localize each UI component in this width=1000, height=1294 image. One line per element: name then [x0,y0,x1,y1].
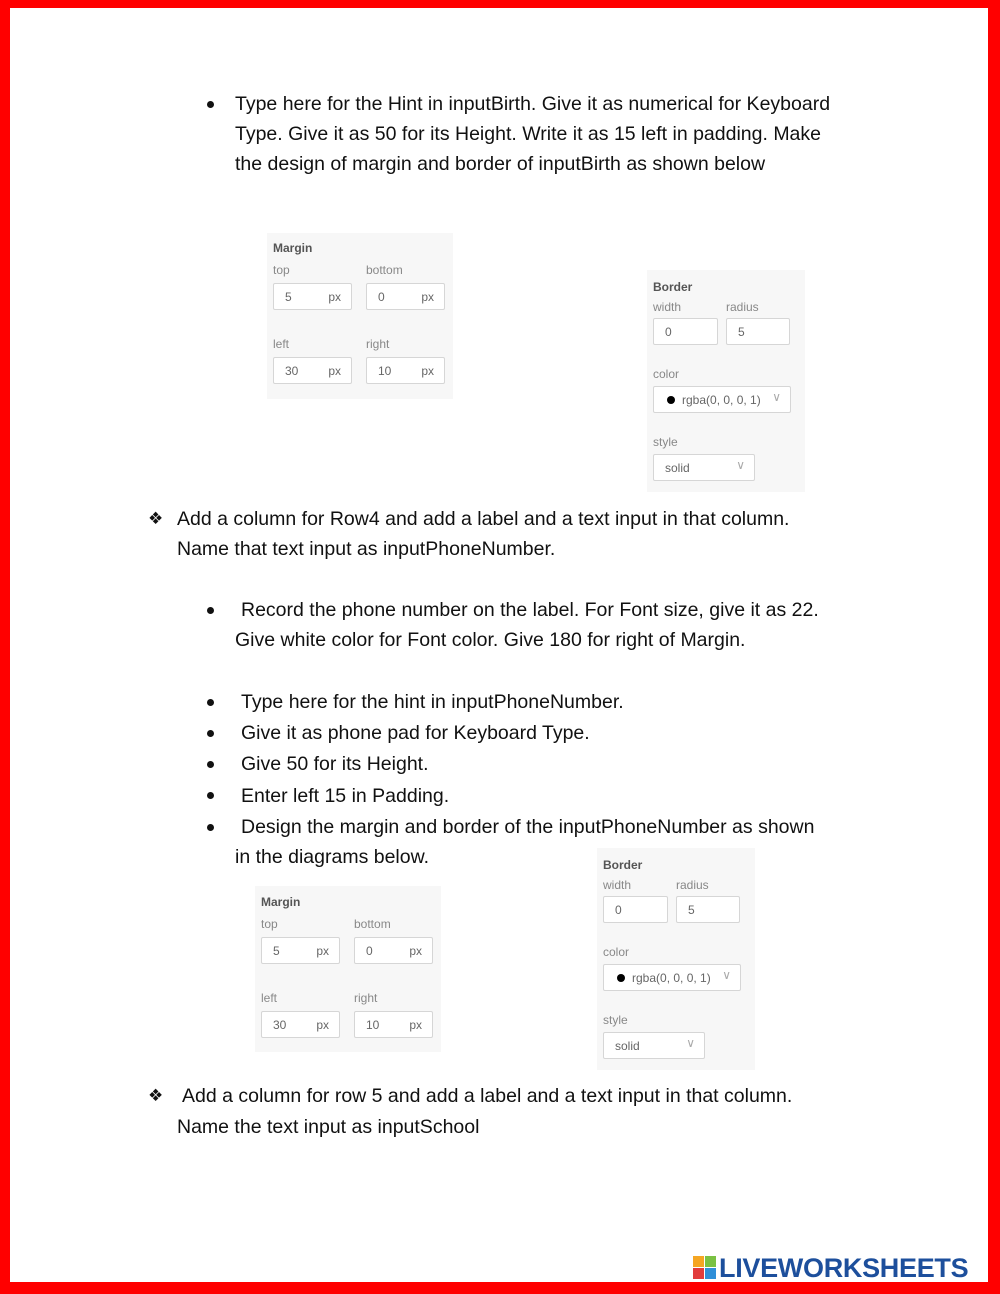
margin-right-label: right [354,991,378,1005]
border-width-label: width [603,878,632,892]
margin-bottom-unit: px [409,944,422,958]
birth-hint-line-2: Type. Give it as 50 for its Height. Write it as 15 left in padding. Make [235,123,821,145]
chevron-down-icon: ∨ [736,458,745,472]
phone-item-2: Give it as phone pad for Keyboard Type. [241,722,590,744]
phone-label-line-1: Record the phone number on the label. For Font size, give it as 22. [241,599,819,621]
margin-top-value: 5 [273,944,280,958]
color-swatch [667,396,675,404]
margin-panel [267,233,453,399]
margin-left-value: 30 [273,1018,287,1032]
border-color-label: color [603,945,630,959]
margin-left-label: left [273,337,290,351]
margin-top-label: top [261,917,278,931]
border-radius-label: radius [676,878,709,892]
border-style-value: solid [615,1039,640,1053]
margin-title: Margin [273,241,313,255]
border-style-value: solid [665,461,690,475]
margin-top-unit: px [328,290,341,304]
row5-line-2: Name the text input as inputSchool [177,1116,480,1138]
chevron-down-icon: ∨ [686,1036,695,1050]
border-title: Border [603,858,643,872]
border-color-value: rgba(0, 0, 0, 1) [632,971,711,985]
margin-right-input[interactable] [354,1011,433,1038]
chevron-down-icon: ∨ [722,968,731,982]
margin-right-unit: px [421,364,434,378]
border-color-label: color [653,367,680,381]
bullet-dot [207,699,214,706]
border-panel [647,270,805,492]
margin-right-value: 10 [366,1018,380,1032]
border-panel [597,848,755,1070]
border-width-label: width [653,300,682,314]
margin-left-unit: px [328,364,341,378]
margin-left-label: left [261,991,278,1005]
margin-title: Margin [261,895,301,909]
margin-right-value: 10 [378,364,392,378]
margin-right-unit: px [409,1018,422,1032]
border-style-label: style [603,1013,628,1027]
birth-hint-line-1: Type here for the Hint in inputBirth. Give it as numerical for Keyboard [235,93,831,115]
bullet-dot [207,607,214,614]
bullet-dot [207,101,214,108]
border-style-select[interactable] [653,454,755,481]
border-radius-value: 5 [688,903,695,917]
border-color-select[interactable] [653,386,791,413]
border-radius-input[interactable] [726,318,790,345]
chevron-down-icon: ∨ [772,390,781,404]
margin-right-input[interactable] [366,357,445,384]
bullet-dot [207,824,214,831]
border-radius-label: radius [726,300,759,314]
logo-mark-icon [693,1256,717,1280]
border-width-value: 0 [615,903,622,917]
margin-bottom-label: bottom [366,263,403,277]
margin-top-label: top [273,263,290,277]
phone-item-5-cont: in the diagrams below. [235,846,430,868]
liveworksheets-logo [693,1253,968,1283]
phone-item-3: Give 50 for its Height. [241,753,429,775]
margin-top-unit: px [316,944,329,958]
bullet-dot [207,730,214,737]
margin-top-value: 5 [285,290,292,304]
margin-bottom-value: 0 [366,944,373,958]
border-width-input[interactable] [603,896,668,923]
border-radius-value: 5 [738,325,745,339]
margin-right-label: right [366,337,390,351]
border-style-label: style [653,435,678,449]
margin-top-input[interactable] [261,937,340,964]
margin-left-value: 30 [285,364,299,378]
margin-bottom-unit: px [421,290,434,304]
margin-top-input[interactable] [273,283,352,310]
phone-item-4: Enter left 15 in Padding. [241,785,450,807]
margin-bottom-input[interactable] [366,283,445,310]
border-width-input[interactable] [653,318,718,345]
margin-panel [255,886,441,1052]
border-title: Border [653,280,693,294]
row4-line-2: Name that text input as inputPhoneNumber. [177,538,556,560]
border-radius-input[interactable] [676,896,740,923]
border-color-select[interactable] [603,964,741,991]
row5-line-1: Add a column for row 5 and add a label and a text input in that column. [182,1085,793,1107]
phone-item-1: Type here for the hint in inputPhoneNumber. [241,691,624,713]
border-width-value: 0 [665,325,672,339]
diamond-bullet-icon: ❖ [148,509,164,529]
border-style-select[interactable] [603,1032,705,1059]
margin-bottom-input[interactable] [354,937,433,964]
phone-item-5: Design the margin and border of the inputPhoneNumber as shown [241,816,815,838]
border-color-value: rgba(0, 0, 0, 1) [682,393,761,407]
margin-left-input[interactable] [261,1011,340,1038]
diamond-bullet-icon: ❖ [148,1086,164,1106]
row4-line-1: Add a column for Row4 and add a label and a text input in that column. [177,508,790,530]
logo-text: LIVEWORKSHEETS [719,1253,969,1283]
margin-bottom-label: bottom [354,917,391,931]
margin-left-input[interactable] [273,357,352,384]
bullet-dot [207,761,214,768]
margin-bottom-value: 0 [378,290,385,304]
birth-hint-line-3: the design of margin and border of inputBirth as shown below [235,153,766,175]
phone-label-line-2: Give white color for Font color. Give 180 for right of Margin. [235,629,746,651]
color-swatch [617,974,625,982]
bullet-dot [207,792,214,799]
margin-left-unit: px [316,1018,329,1032]
